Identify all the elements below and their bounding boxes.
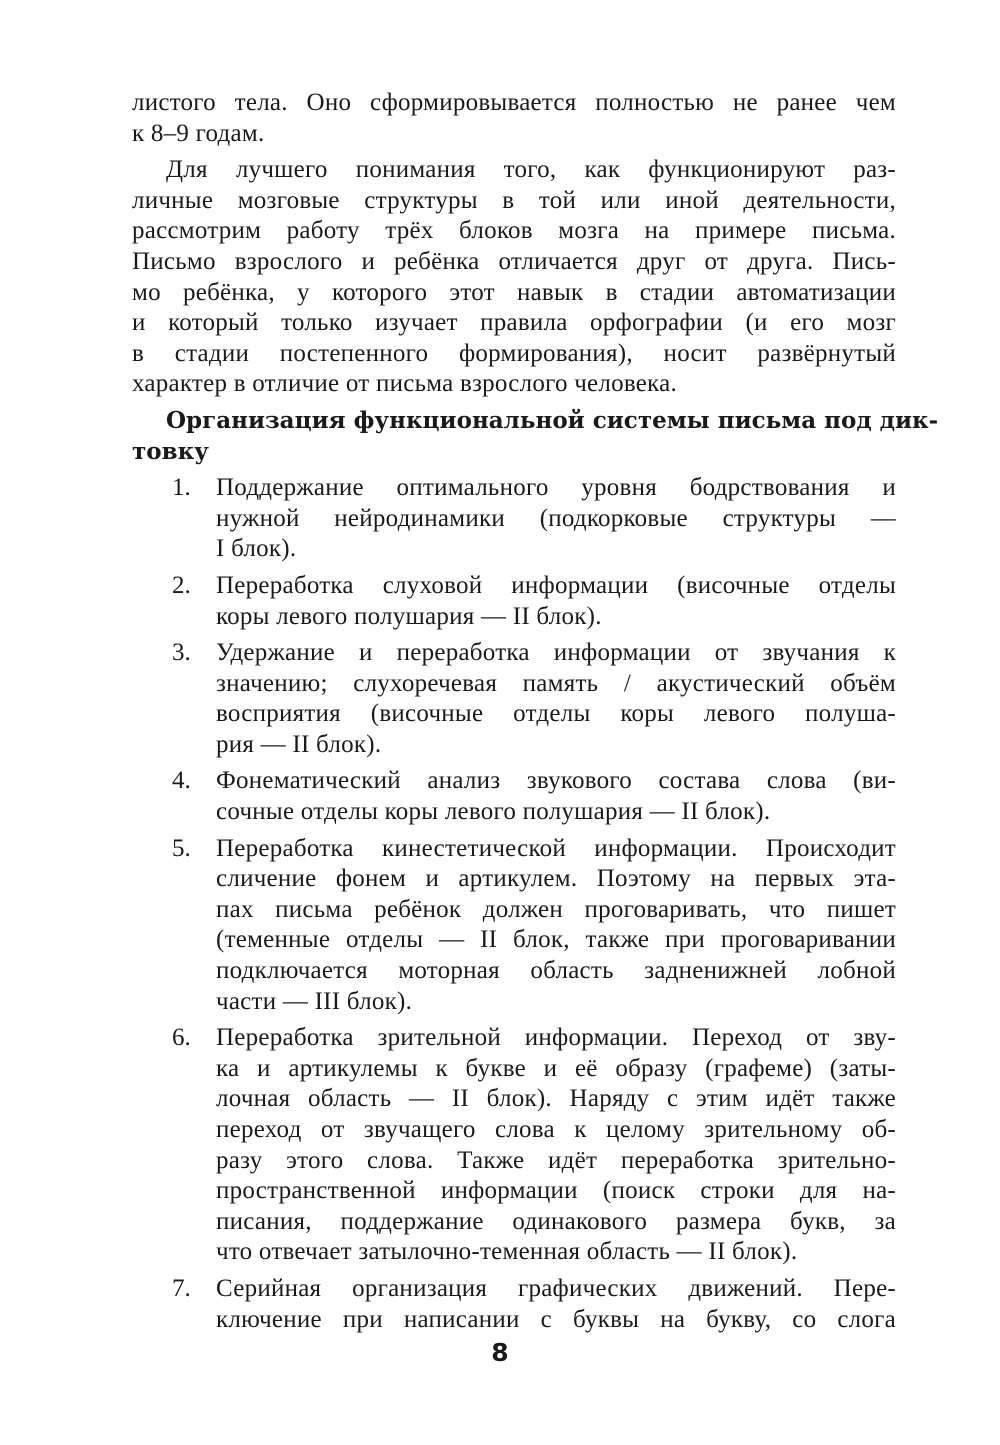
list-item-number: 5.: [172, 834, 191, 862]
text-line: (теменные отделы — II блок, также при проговаривании: [216, 926, 896, 954]
text-line: что отвечает затылочно-теменная область — II блок).: [216, 1238, 798, 1266]
text-line: характер в отличие от письма взрослого человека.: [132, 370, 677, 398]
text-line: к 8–9 годам.: [132, 119, 265, 147]
text-line: Для лучшего понимания того, как функционируют раз-: [166, 156, 896, 184]
main-paragraph: [132, 155, 896, 400]
text-line: писания, поддержание одинакового размера букв, за: [216, 1207, 896, 1235]
text-line: ка и артикулемы к букве и её образу (графеме) (заты-: [216, 1054, 896, 1082]
text-line: подключается моторная область задненижней лобной: [216, 957, 896, 985]
list-item: [132, 473, 896, 565]
text-line: части — III блок).: [216, 987, 413, 1015]
list-item-number: 4.: [172, 767, 191, 795]
text-line: Серийная организация графических движений. Пере-: [216, 1274, 896, 1302]
text-line: Удержание и переработка информации от звучания к: [216, 639, 896, 667]
intro-paragraph: [132, 88, 896, 149]
text-line: Переработка слуховой информации (височные отделы: [216, 571, 896, 599]
list-item: [132, 571, 896, 632]
list-item: [132, 1274, 896, 1335]
text-line: I блок).: [216, 535, 297, 563]
text-line: рия — II блок).: [216, 730, 382, 758]
text-line: разу этого слова. Также идёт переработка зрительно-: [216, 1146, 896, 1174]
text-line: в стадии постепенного формирования), носит развёрнутый: [132, 339, 896, 367]
heading-line: Организация функциональной системы письма под дик-: [166, 406, 939, 434]
text-line: рассмотрим работу трёх блоков мозга на примере письма.: [132, 217, 896, 245]
list-item: [132, 638, 896, 760]
text-line: и который только изучает правила орфографии (и его мозг: [132, 309, 896, 337]
list-item: [132, 834, 896, 1018]
text-line: пах письма ребёнок должен проговаривать, что пишет: [216, 895, 896, 923]
list-item: [132, 766, 896, 827]
page-body: [132, 88, 939, 1335]
list-item-number: 2.: [172, 571, 191, 599]
list-item-number: 7.: [172, 1274, 191, 1302]
text-line: восприятия (височные отделы коры левого полуша-: [216, 700, 896, 728]
text-line: значению; слухоречевая память / акустический объём: [216, 669, 896, 697]
page-number: 8: [491, 1338, 509, 1367]
text-line: ключение при написании с буквы на букву, со слога: [216, 1305, 896, 1333]
text-line: переход от звучащего слова к целому зрительному об-: [216, 1116, 896, 1143]
text-line: Письмо взрослого и ребёнка отличается друг от друга. Пись-: [132, 247, 896, 275]
list-item: [132, 1023, 896, 1268]
list-item-number: 1.: [172, 474, 191, 502]
text-line: сличение фонем и артикулем. Поэтому на первых эта-: [216, 865, 896, 893]
steps-list: [132, 473, 896, 1335]
text-line: мо ребёнка, у которого этот навык в стадии автоматизации: [132, 278, 896, 306]
text-line: Фонематический анализ звукового состава слова (ви-: [216, 767, 896, 795]
text-line: сочные отделы коры левого полушария — II блок).: [216, 798, 771, 826]
text-line: коры левого полушария — II блок).: [216, 602, 602, 630]
list-item-number: 3.: [172, 639, 191, 667]
text-line: нужной нейродинамики (подкорковые структуры —: [216, 504, 896, 532]
text-line: Переработка зрительной информации. Переход от зву-: [216, 1024, 896, 1052]
text-line: лочная область — II блок). Наряду с этим идёт также: [216, 1085, 896, 1113]
text-line: листого тела. Оно сформировывается полностью не ранее чем: [132, 89, 896, 116]
text-line: пространственной информации (поиск строки для на-: [216, 1177, 896, 1205]
heading-line: товку: [132, 437, 209, 465]
text-line: личные мозговые структуры в той или иной деятельности,: [132, 186, 896, 214]
text-line: Поддержание оптимального уровня бодрствования и: [216, 474, 896, 502]
list-item-number: 6.: [172, 1024, 191, 1052]
section-heading: [132, 406, 939, 467]
text-line: Переработка кинестетической информации. Происходит: [216, 834, 896, 862]
